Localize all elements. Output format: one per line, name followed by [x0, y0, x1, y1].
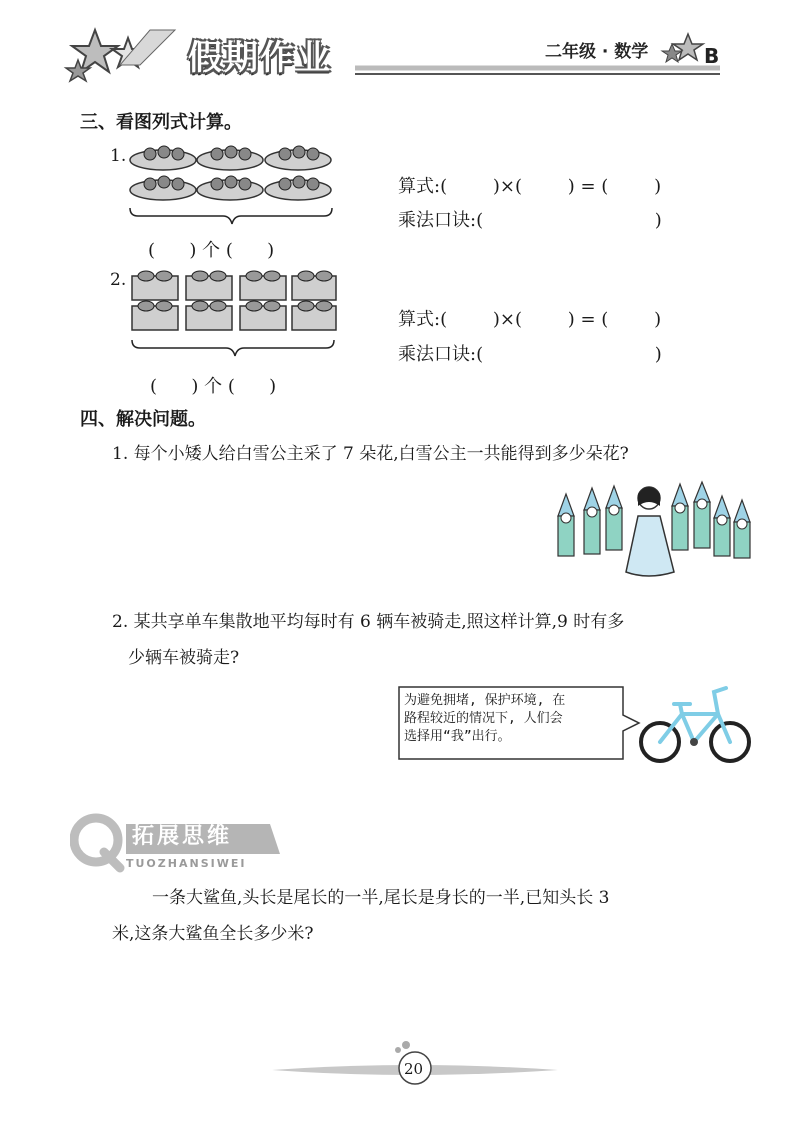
- problem2-caption: ( ) 个 ( ): [150, 376, 277, 397]
- bicycle-illustration: [638, 680, 756, 766]
- page-number: 20: [404, 1060, 424, 1078]
- problem2-image: [128, 262, 343, 374]
- header-badge: B: [704, 44, 720, 68]
- question1-text: 1. 每个小矮人给白雪公主采了 7 朵花,白雪公主一共能得到多少朵花?: [112, 444, 629, 464]
- extension-text-line1: 一条大鲨鱼,头长是尾长的一半,尾长是身长的一半,已知头长 3: [152, 888, 610, 908]
- problem1-caption: ( ) 个 ( ): [148, 240, 275, 261]
- problem1-rhyme: 乘法口诀:( ): [398, 210, 662, 231]
- problem1-formula: 算式:( )×( ) = ( ): [398, 176, 662, 197]
- section4-title: 四、解决问题。: [80, 409, 206, 430]
- header-decoration: [0, 0, 800, 90]
- bubble-line: 路程较近的情况下, 人们会: [404, 711, 563, 726]
- speech-bubble-text: [404, 692, 565, 746]
- extension-title: 拓展思维: [132, 824, 233, 849]
- header-grade: 二年级 · 数学: [545, 42, 649, 62]
- problem2-number: 2.: [110, 270, 127, 290]
- header-title: 假期作业: [188, 38, 332, 78]
- star-icon: [673, 34, 703, 60]
- snow-white-dwarfs-illustration: [548, 476, 758, 580]
- bubble-line: 选择用“我”出行。: [404, 729, 511, 744]
- extension-subtitle: TUOZHANSIWEI: [126, 857, 247, 870]
- problem2-rhyme: 乘法口诀:( ): [398, 344, 662, 365]
- extension-text-line2: 米,这条大鲨鱼全长多少米?: [112, 924, 314, 944]
- problem1-number: 1.: [110, 146, 127, 166]
- problem2-formula: 算式:( )×( ) = ( ): [398, 309, 662, 330]
- question2-text-line2: 少辆车被骑走?: [128, 648, 240, 668]
- bubble-line: 为避免拥堵, 保护环境, 在: [404, 693, 566, 708]
- question2-text-line1: 2. 某共享单车集散地平均每时有 6 辆车被骑走,照这样计算,9 时有多: [112, 612, 625, 632]
- section3-title: 三、看图列式计算。: [80, 112, 242, 133]
